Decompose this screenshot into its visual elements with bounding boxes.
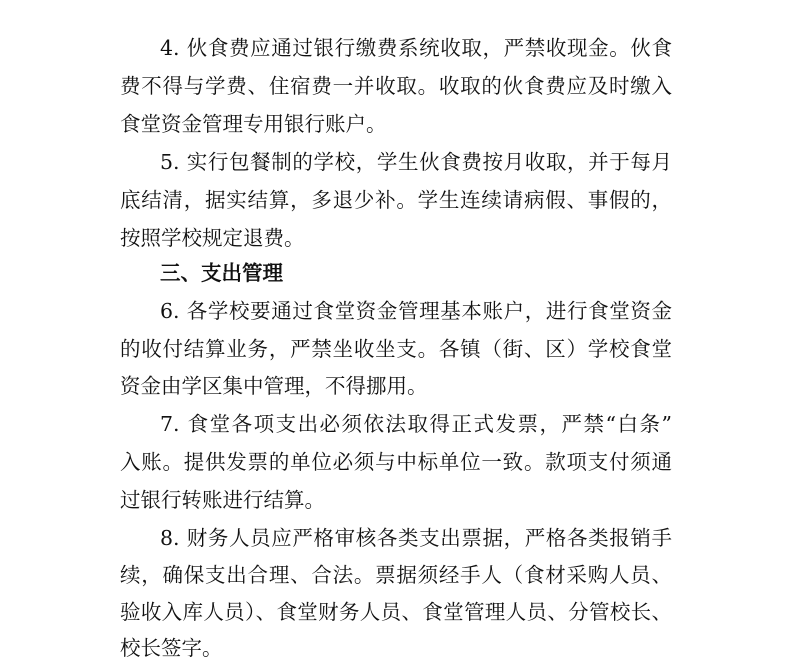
paragraph-5-line-2: 底结清，据实结算，多退少补。学生连续请病假、事假的， — [120, 188, 672, 212]
paragraph-8-line-4: 校长签字。 — [120, 636, 223, 660]
paragraph-6-line-3: 资金由学区集中管理，不得挪用。 — [120, 374, 428, 398]
paragraph-8-line-3: 验收入库人员）、食堂财务人员、食堂管理人员、分管校长、 — [120, 600, 672, 624]
paragraph-7-line-1: 7. 食堂各项支出必须依法取得正式发票，严禁“白条” — [160, 412, 672, 436]
paragraph-4-line-3: 食堂资金管理专用银行账户。 — [120, 112, 387, 136]
paragraph-8-line-1: 8. 财务人员应严格审核各类支出票据，严格各类报销手 — [160, 526, 672, 550]
paragraph-6-line-1: 6. 各学校要通过食堂资金管理基本账户，进行食堂资金 — [160, 299, 672, 323]
paragraph-5-line-3: 按照学校规定退费。 — [120, 226, 305, 250]
paragraph-5-line-1: 5. 实行包餐制的学校，学生伙食费按月收取，并于每月 — [160, 150, 672, 174]
paragraph-7-line-2: 入账。提供发票的单位必须与中标单位一致。款项支付须通 — [120, 450, 672, 474]
paragraph-8-line-2: 续，确保支出合理、合法。票据须经手人（食材采购人员、 — [120, 563, 672, 587]
paragraph-6-line-2: 的收付结算业务，严禁坐收坐支。各镇（街、区）学校食堂 — [120, 337, 672, 361]
paragraph-7-line-3: 过银行转账进行结算。 — [120, 488, 325, 512]
section-heading: 三、支出管理 — [160, 261, 283, 285]
paragraph-4-line-2: 费不得与学费、住宿费一并收取。收取的伙食费应及时缴入 — [120, 74, 672, 98]
paragraph-4-line-1: 4. 伙食费应通过银行缴费系统收取，严禁收现金。伙食 — [160, 36, 672, 60]
